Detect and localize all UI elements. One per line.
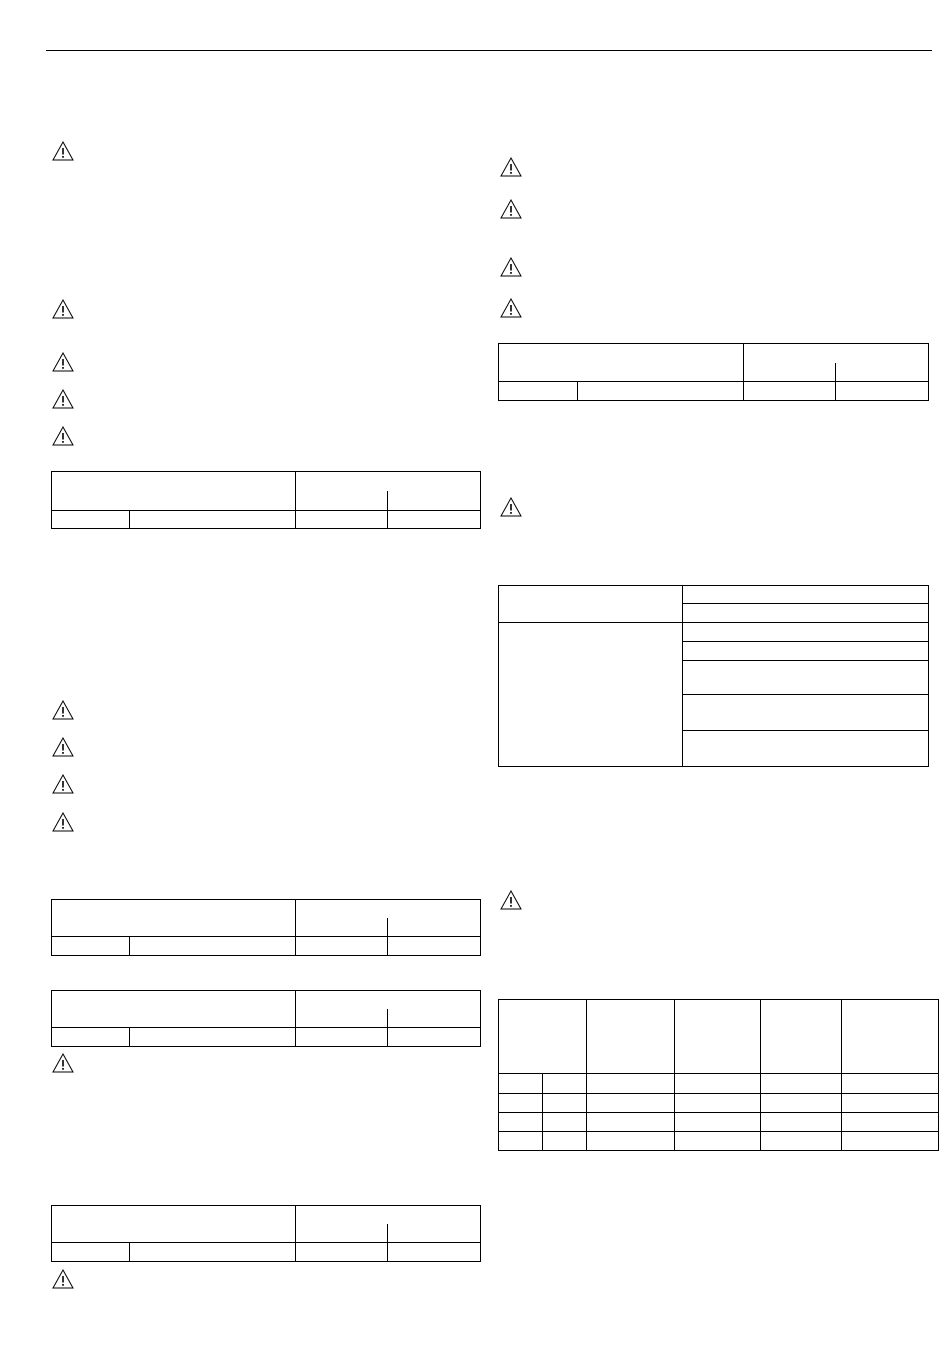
warning-icon (52, 299, 74, 319)
warning-icon (52, 141, 74, 161)
warning-icon (500, 298, 522, 318)
spec-table (51, 1205, 481, 1262)
warning-icon (500, 497, 522, 517)
spec-table (51, 990, 481, 1047)
warning-icon (52, 737, 74, 757)
info-table (498, 585, 929, 767)
warning-icon (500, 257, 522, 277)
warning-icon (52, 426, 74, 446)
warning-icon (52, 1269, 74, 1289)
warning-icon (52, 774, 74, 794)
warning-icon (500, 890, 522, 910)
warning-icon (500, 199, 522, 219)
warning-icon (52, 1053, 74, 1073)
warning-icon (52, 389, 74, 409)
spec-table (498, 343, 929, 401)
header-rule (46, 50, 932, 51)
spec-table (51, 899, 481, 956)
warning-icon (52, 812, 74, 832)
data-grid-table (498, 999, 939, 1151)
warning-icon (52, 352, 74, 372)
warning-icon (52, 700, 74, 720)
warning-icon (500, 157, 522, 177)
spec-table (51, 471, 481, 529)
